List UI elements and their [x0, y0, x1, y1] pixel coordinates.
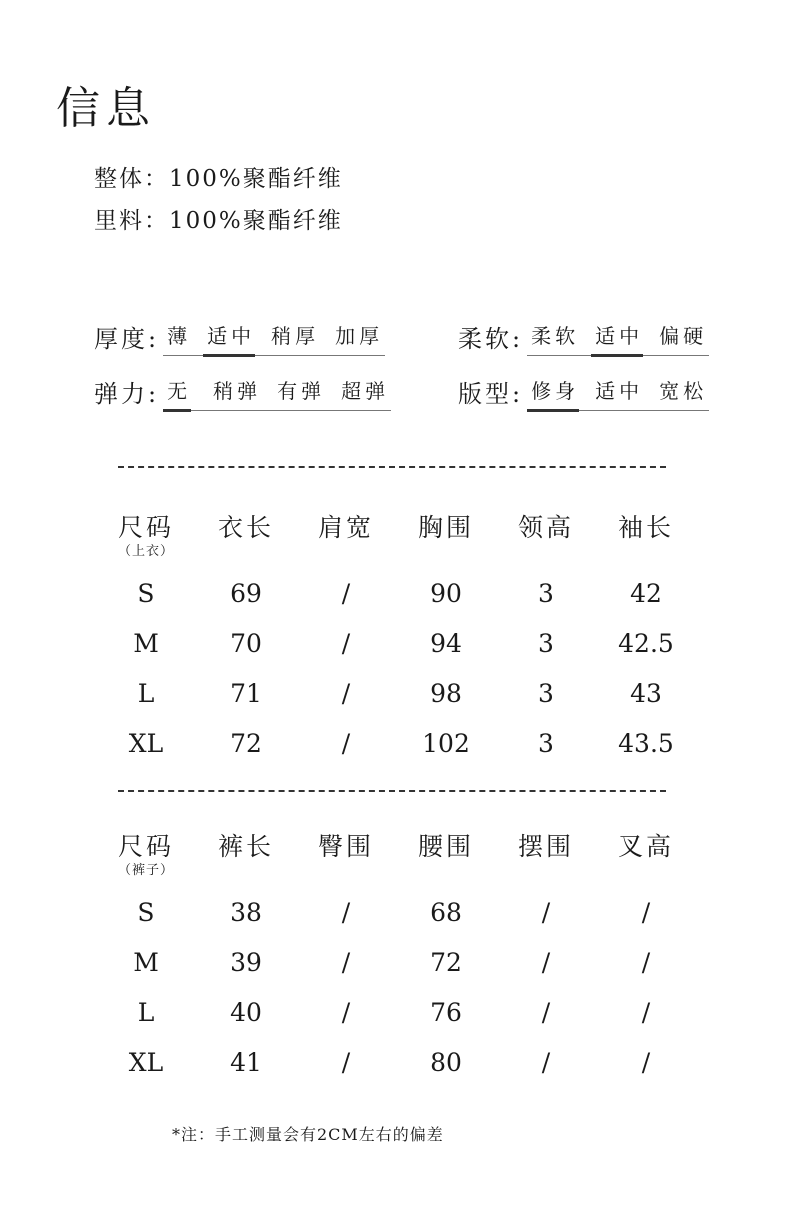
header-cell: 裤长 [217, 832, 274, 861]
material-separator: ： [144, 166, 169, 192]
option: 修身 [531, 375, 579, 404]
option: 柔软 [531, 324, 580, 348]
option-list [163, 375, 391, 411]
table-cell: XL [128, 728, 164, 758]
header-cell: 叉高 [617, 832, 674, 861]
table-cell: 42.5 [618, 628, 674, 658]
material-value: 100%聚酯纤维 [169, 208, 343, 234]
table-cell: 3 [538, 678, 554, 708]
option: 薄 [167, 324, 192, 348]
attr-softness [458, 316, 709, 356]
table-cell: / [341, 997, 351, 1027]
table-cell: / [341, 1047, 351, 1077]
table-cell: 38 [230, 897, 262, 927]
table-cell: / [641, 1047, 651, 1077]
table-cell: 3 [538, 628, 554, 658]
material-separator: ： [144, 208, 169, 234]
option: 偏硬 [659, 324, 708, 348]
option-list [163, 320, 385, 356]
option: 无 [167, 375, 191, 404]
table-cell: 80 [430, 1047, 462, 1077]
table-cell: / [341, 678, 351, 708]
table-cell: 102 [422, 728, 470, 758]
divider [118, 790, 666, 792]
header-subtitle: （上衣） [117, 544, 174, 559]
material-lining [94, 202, 343, 235]
header-cell: 领高 [517, 513, 574, 542]
header-label: 尺码 [117, 832, 174, 861]
table-header [96, 827, 696, 887]
table-cell: / [341, 628, 351, 658]
table-cell: / [641, 897, 651, 927]
material-overall [94, 160, 343, 193]
table-cell: / [541, 1047, 551, 1077]
option: 适中 [207, 320, 255, 349]
header-cell: 衣长 [217, 513, 274, 542]
option: 适中 [595, 379, 644, 403]
table-cell: 68 [430, 897, 462, 927]
table-cell: 3 [538, 578, 554, 608]
option: 稍弹 [213, 379, 262, 403]
attr-label: 版型: [458, 379, 524, 408]
material-label: 整体 [94, 166, 144, 192]
table-cell: / [541, 947, 551, 977]
header-cell: 摆围 [517, 832, 574, 861]
table-cell: 3 [538, 728, 554, 758]
table-cell: / [341, 897, 351, 927]
option: 超弹 [341, 379, 390, 403]
attr-thickness [94, 316, 385, 356]
attr-label: 厚度: [94, 324, 160, 353]
table-cell: 98 [430, 678, 462, 708]
table-row [96, 937, 696, 987]
table-row [96, 987, 696, 1037]
table-cell: / [341, 578, 351, 608]
table-cell: / [541, 897, 551, 927]
header-cell: 胸围 [417, 513, 474, 542]
attr-label: 柔软: [458, 324, 524, 353]
header-label: 尺码 [117, 513, 174, 542]
table-cell: 94 [430, 628, 462, 658]
table-cell: 42 [630, 578, 662, 608]
material-value: 100%聚酯纤维 [169, 166, 343, 192]
option-list [527, 375, 709, 411]
table-cell: 40 [230, 997, 262, 1027]
measurement-note: *注：手工测量会有2CM左右的偏差 [172, 1125, 444, 1144]
attr-fit [458, 371, 709, 411]
table-row [96, 1037, 696, 1087]
table-cell: XL [128, 1047, 164, 1077]
material-label: 里料 [94, 208, 144, 234]
table-cell: 90 [430, 578, 462, 608]
header-cell [96, 827, 196, 887]
table-row [96, 887, 696, 937]
table-cell: 41 [230, 1047, 262, 1077]
page-title: 信息 [56, 83, 156, 134]
table-cell: 69 [230, 578, 262, 608]
attr-elasticity [94, 371, 391, 411]
table-cell: S [137, 897, 155, 927]
option-list [527, 320, 709, 356]
table-cell: 43 [630, 678, 662, 708]
pants-size-table [96, 827, 696, 1087]
table-cell: 71 [230, 678, 262, 708]
table-cell: 72 [430, 947, 462, 977]
attr-label: 弹力: [94, 379, 160, 408]
table-header [96, 508, 696, 568]
header-cell: 肩宽 [317, 513, 374, 542]
header-cell: 袖长 [617, 513, 674, 542]
table-cell: 70 [230, 628, 262, 658]
option: 宽松 [659, 379, 708, 403]
table-row [96, 718, 696, 768]
option: 有弹 [277, 379, 326, 403]
divider [118, 466, 666, 468]
table-cell: / [641, 947, 651, 977]
table-cell: M [133, 947, 159, 977]
option: 稍厚 [271, 324, 320, 348]
header-cell: 腰围 [417, 832, 474, 861]
header-cell: 臀围 [317, 832, 374, 861]
table-cell: M [133, 628, 159, 658]
option: 适中 [595, 320, 643, 349]
top-size-table [96, 508, 696, 768]
table-cell: / [641, 997, 651, 1027]
header-subtitle: （裤子） [117, 863, 174, 878]
table-cell: S [137, 578, 155, 608]
table-cell: 72 [230, 728, 262, 758]
table-row [96, 618, 696, 668]
header-cell [96, 508, 196, 568]
table-cell: / [341, 947, 351, 977]
table-cell: / [541, 997, 551, 1027]
table-row [96, 568, 696, 618]
table-cell: 76 [430, 997, 462, 1027]
table-row [96, 668, 696, 718]
table-cell: L [137, 678, 155, 708]
table-cell: L [137, 997, 155, 1027]
option: 加厚 [335, 324, 384, 348]
table-cell: 43.5 [618, 728, 674, 758]
table-cell: / [341, 728, 351, 758]
table-cell: 39 [230, 947, 262, 977]
